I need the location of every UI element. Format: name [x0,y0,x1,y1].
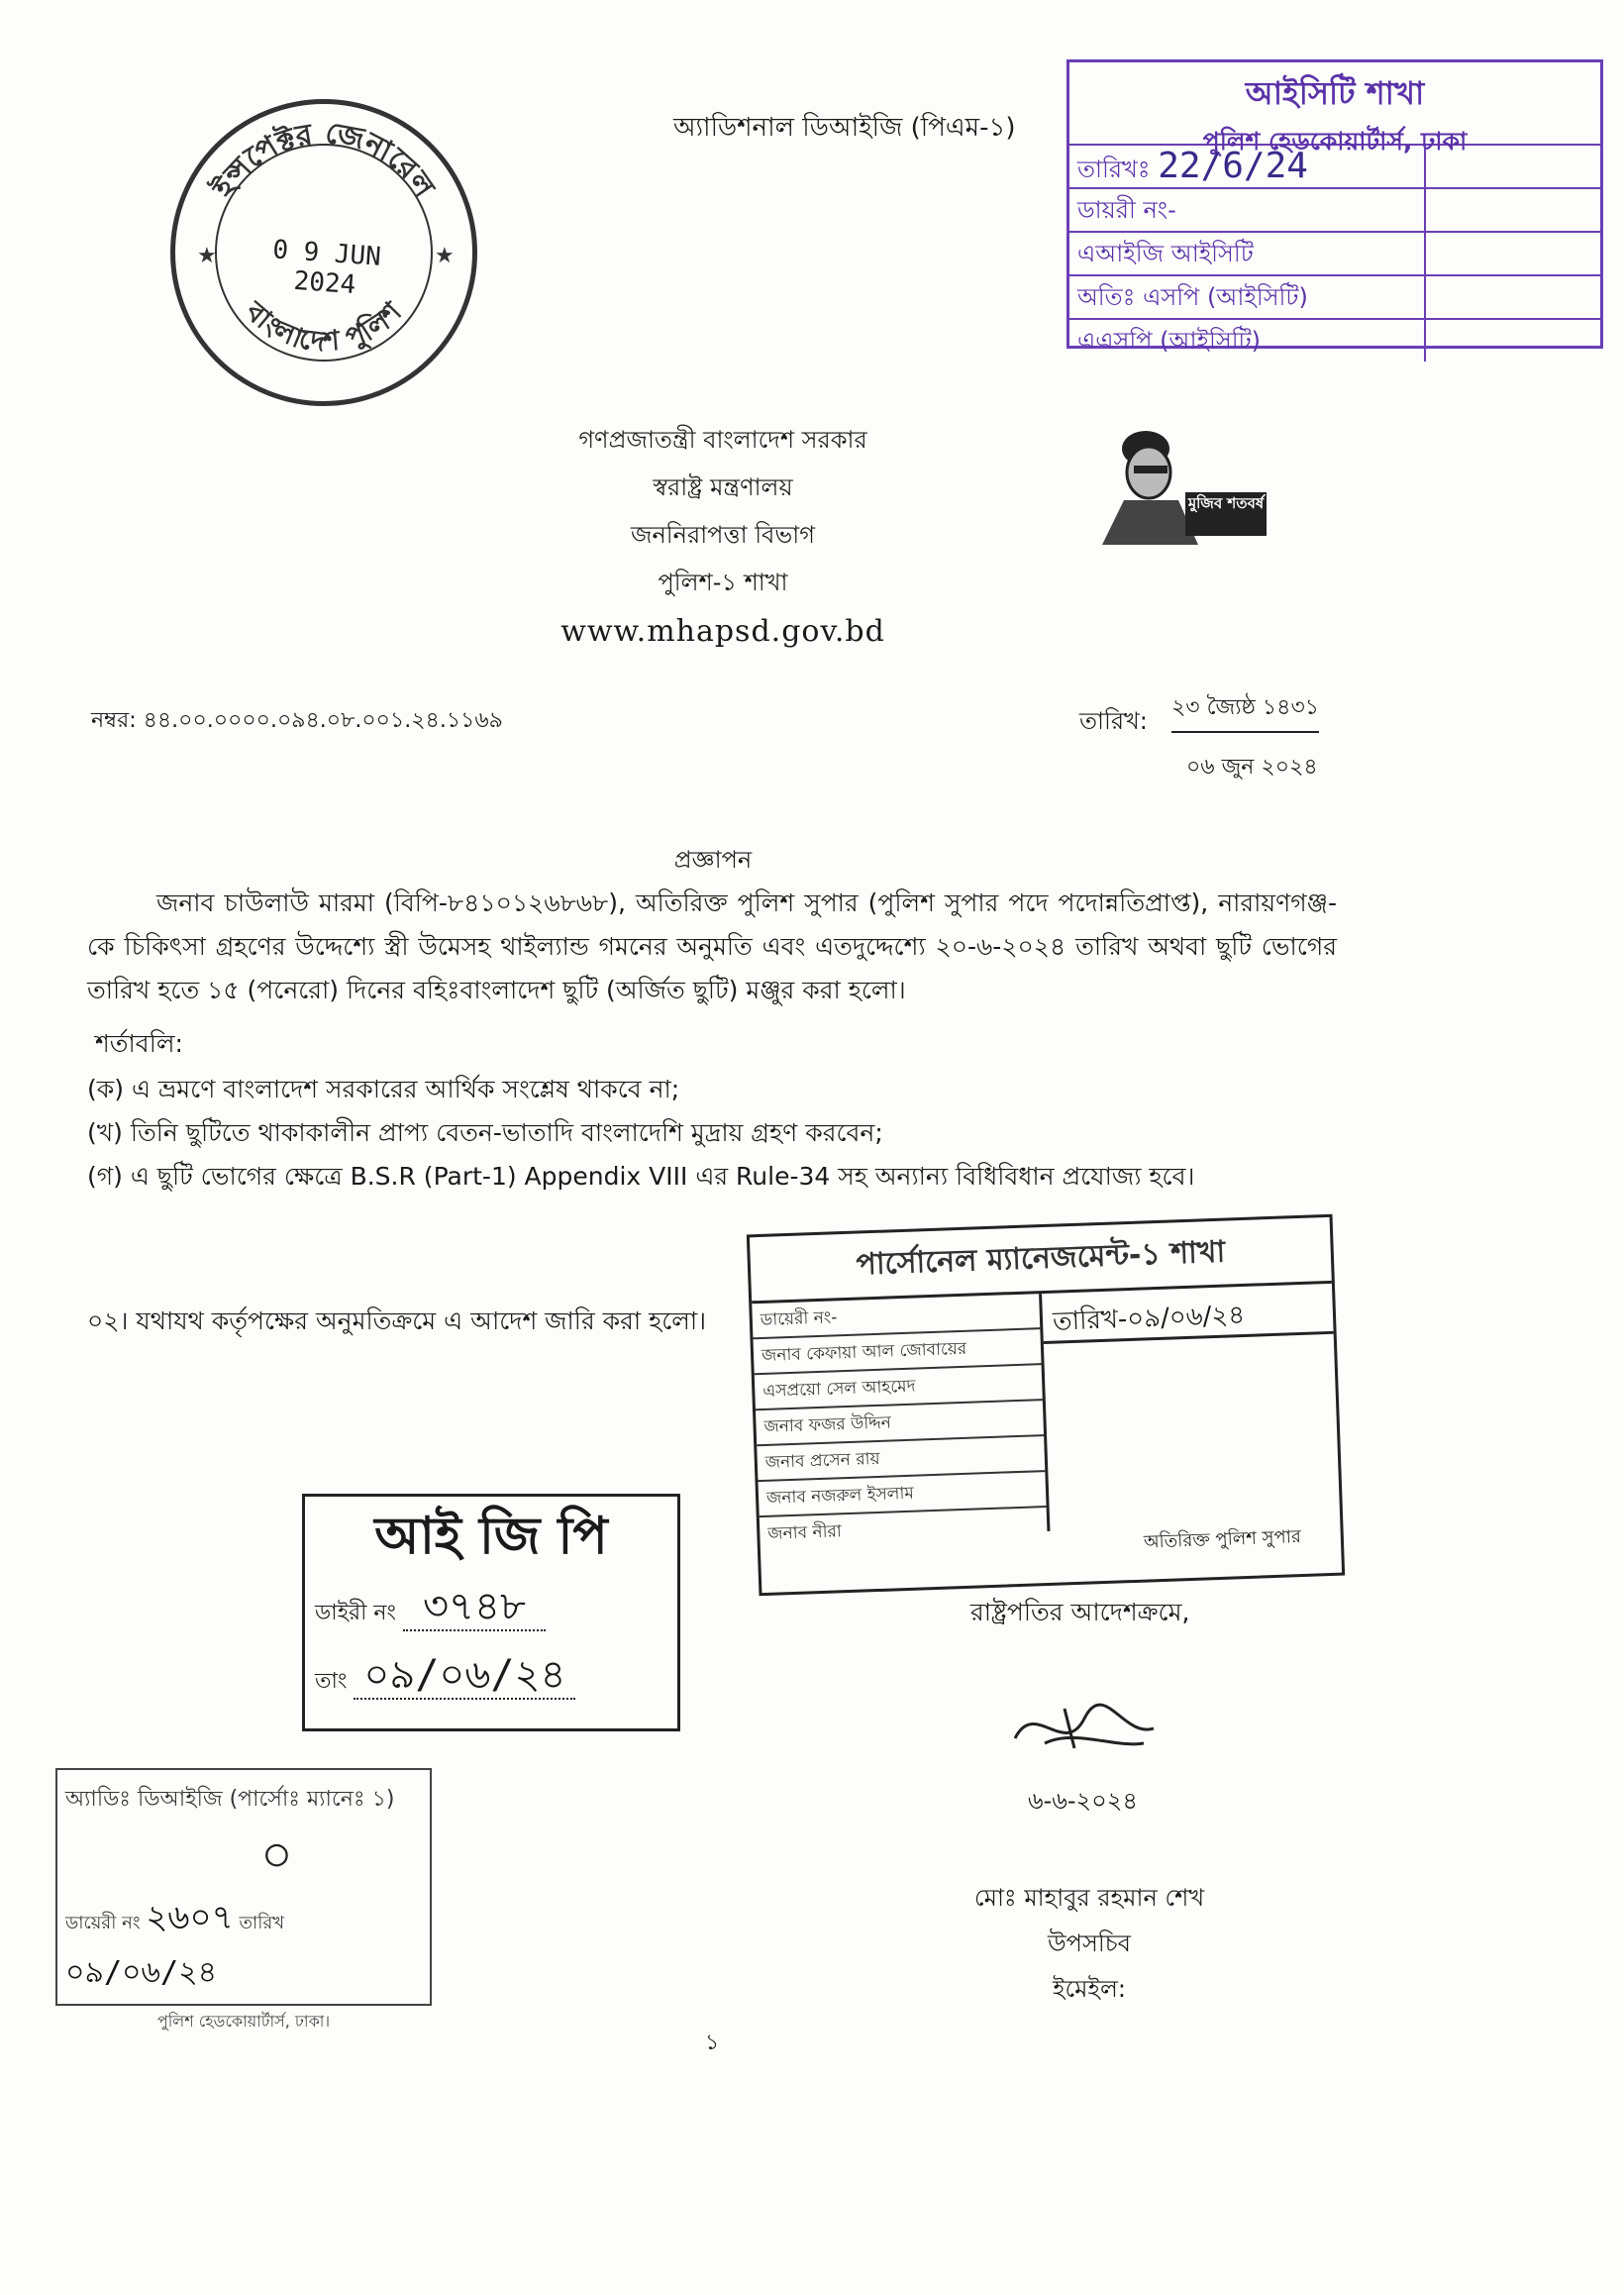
personnel-management-stamp [747,1214,1345,1596]
signature-date: ৬-৬-২০২৪ [1028,1787,1138,1815]
igp-diary-number: ৩৭৪৮ [403,1584,546,1631]
ig-seal [170,99,477,406]
ict-row-asp: এএসপি (আইসিটি) [1069,318,1600,362]
igp-stamp-title: আই জি পি [374,1507,608,1566]
svg-text:বাংলাদেশ পুলিশ [239,294,409,359]
igp-diary-line: ডাইরী নং ৩৭৪৮ [305,1576,677,1644]
igp-date-line: তাং ০৯/০৬/২৪ [305,1644,677,1713]
ict-row-diary: ডায়রী নং- [1069,187,1600,231]
header-line2: স্বরাষ্ট্র মন্ত্রণালয় [653,473,793,501]
header-line3: জননিরাপত্তা বিভাগ [631,521,815,549]
seal-date: 0 9 JUN 2024 [271,235,382,301]
notice-paragraph-2: ০২। যথাযথ কর্তৃপক্ষের অনুমতিক্রমে এ আদেশ জারি করা হলো। [87,1306,707,1335]
date-bangla: ২৩ জ্যৈষ্ঠ ১৪৩১ [1171,690,1319,733]
page-number: ১ [705,2031,720,2055]
seal-top-text: ইন্সপেক্টর জেনারেল [206,115,442,204]
pm-stamp-title: পার্সোনেল ম্যানেজমেন্ট-১ শাখা [750,1217,1332,1304]
igp-stamp [302,1494,680,1731]
igp-date: ০৯/০৬/২৪ [354,1652,575,1700]
mujib-logo [1094,421,1272,545]
pm-stamp-footer: অতিরিক্ত পুলিশ সুপার [1143,1526,1302,1553]
header-line1: গণপ্রজাতন্ত্রী বাংলাদেশ সরকার [578,426,867,454]
ict-stamp-subtitle: পুলিশ হেডকোয়ার্টার্স, ঢাকা [1202,127,1468,156]
condition-kha: (খ) তিনি ছুটিতে থাকাকালীন প্রাপ্য বেতন-ভাতাদি বাংলাদেশি মুদ্রায় গ্রহণ করবেন; [87,1118,883,1147]
signature-icon [1005,1689,1164,1768]
star-icon: ★ [197,244,217,268]
ict-stamp-title: আইসিটি শাখা [1245,74,1425,112]
addl-stamp-footer: পুলিশ হেডকোয়ার্টার্স, ঢাকা। [156,2012,331,2031]
top-title: অ্যাডিশনাল ডিআইজি (পিএম-১) [673,113,1016,143]
ict-row-aig: এআইজি আইসিটি [1069,231,1600,274]
signatory-block [911,1875,1268,2012]
notice-paragraph-1: জনাব চাউলাউ মারমা (বিপি-৮৪১০১২৬৮৬৮), অতিরিক্ত পুলিশ সুপার (পুলিশ সুপার পদে পদোন্নতিপ্রাপ্ত), নারায়ণগঞ্জ-কে চিকিৎসা গ্রহণের উদ্দেশ্যে স্ত্রী উমেসহ থাইল্যান্ড গমনের অনুমতি এবং এতদুদ্দেশ্যে ২০-৬-২০২৪ তারিখ অথবা ছুটি ভোগের তারিখ হতে ১৫ (পনেরো) দিনের বহিঃবাংলাদেশ ছুটি (অর্জিত ছুটি) মঞ্জুর করা হলো। [87,888,1337,1004]
pm-stamp-date: তারিখ-০৯/০৬/২৪ [1042,1284,1334,1344]
signatory-email: ইমেইল: [1053,1975,1126,2003]
addl-stamp-diary: ডায়েরী নং ২৬০৭ তারিখ ০৯/০৬/২৪ [65,1898,285,1990]
addl-stamp-title: অ্যাডিঃ ডিআইজি (পার্সোঃ ম্যানেঃ ১) [65,1787,395,1812]
ict-date-handwritten: 22/6/24 [1158,146,1308,186]
conditions-title: শর্তাবলি: [95,1029,183,1058]
conditions-list [87,1068,1337,1199]
gov-header [456,416,990,658]
notice-title: প্রজ্ঞাপন [673,846,753,874]
date-english: ০৬ জুন ২০২৪ [1186,755,1318,780]
addl-dig-stamp [55,1768,432,2031]
logo-text: মুজিব শতবর্ষ [1185,492,1267,536]
header-line4: পুলিশ-১ শাখা [658,569,788,596]
ict-branch-stamp [1066,59,1603,355]
pm-stamp-list: ডায়েরী নং- জনাব কেফায়া আল জোবায়ের এসপ্রয়ো সেল আহমেদ জনাব ফজর উদ্দিন জনাব প্রসেন রায় জনাব নজরুল ইসলাম জনাব নীরা [752,1294,1050,1541]
order-text: রাষ্ট্রপতির আদেশক্রমে, [970,1598,1190,1626]
condition-ga: (গ) এ ছুটি ভোগের ক্ষেত্রে B.S.R (Part-1) Appendix VIII এর Rule-34 সহ অন্যান্য বিধিবিধান প্রযোজ্য হবে। [87,1162,1195,1191]
ict-row-date: তারিখঃ 22/6/24 [1069,144,1600,187]
addl-stamp-mark: ○ [265,1830,288,1874]
signatory-name: মোঃ মাহাবুর রহমান শেখ [973,1884,1205,1912]
memo-number: নম্বর: ৪৪.০০.০০০০.০৯৪.০৮.০০১.২৪.১১৬৯ [91,708,503,733]
star-icon: ★ [435,244,455,268]
condition-ka: (ক) এ ভ্রমণে বাংলাদেশ সরকারের আর্থিক সংশ্লেষ থাকবে না; [87,1075,680,1103]
date-label: তারিখ: [1079,707,1148,735]
ict-row-addl-sp: অতিঃ এসপি (আইসিটি) [1069,274,1600,318]
seal-bottom-text: বাংলাদেশ পুলিশ [239,294,408,359]
svg-text:ইন্সপেক্টর জেনারেল [205,116,443,205]
ministry-website: www.mhapsd.gov.bd [560,614,885,649]
signatory-designation: উপসচিব [1047,1930,1132,1957]
